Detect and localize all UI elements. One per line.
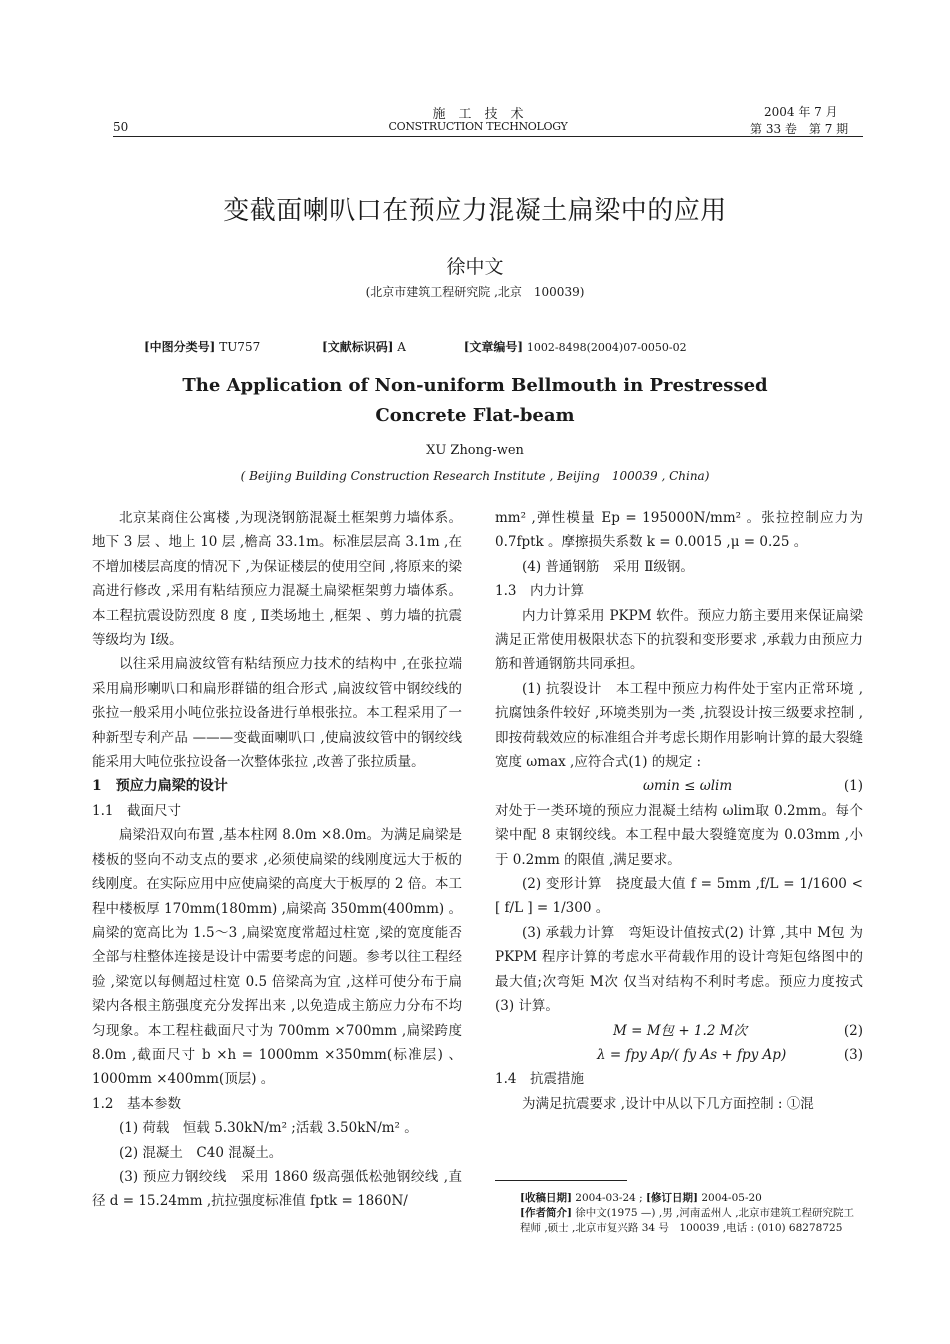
left-paragraph-concrete: (2) 混凝土 C40 混凝土。 <box>119 1144 283 1161</box>
section-heading-1: 1 预应力扁梁的设计 <box>92 778 228 795</box>
equation-1-body: ωmin ≤ ωlim <box>643 778 733 795</box>
clc-value: TU757 <box>219 340 261 354</box>
footnote-rule <box>495 1180 627 1181</box>
right-column <box>495 506 863 1116</box>
left-paragraph-section-size: 扁梁沿双向布置 ,基本柱网 8.0m ×8.0m。为满足扁梁是楼板的竖向不动支点的要求 ,必须使扁梁的线刚度远大于板的线刚度。在实际应用中应使扁梁的高度大于板厚的 2 倍。本工程中楼板厚 170mm(180mm) ,扁梁高 350mm(400mm) 。扁梁的宽高比为 1.5～3 ,扁梁宽度常超过柱宽 ,梁的宽度能否全部与柱整体连接是设计中需要考虑的问题。参考以往工程经验 ,梁宽以每侧超过柱宽 0.5 倍梁高为宜 ,这样可使分布于扁梁内各根主筋强度充分发挥出来 ,以免造成主筋应力分布不均匀现象。本工程柱截面尺寸为 700mm ×700mm ,扁梁跨度 8.0m ,截面尺寸 b ×h = 1000mm ×350mm(标准层) 、1000mm ×400mm(顶层) 。 <box>92 827 462 1088</box>
affiliation-cn: (北京市建筑工程研究院 ,北京 100039) <box>365 285 585 299</box>
left-paragraph-background: 以往采用扁波纹管有粘结预应力技术的结构中 ,在张拉端采用扁形喇叭口和扁形群锚的组合形式 ,扁波纹管中钢绞线的张拉一般采用小吨位张拉设备进行单根张拉。本工程采用了一种新型专利产品 ———变截面喇叭口 ,使扁波纹管中的钢绞线能采用大吨位张拉设备一次整体张拉 ,改善了张拉质量。 <box>92 656 462 771</box>
issue-volume: 第 33 卷 第 7 期 <box>750 122 849 136</box>
footnote-author <box>520 1206 863 1236</box>
issue-date: 2004 年 7 月 <box>764 105 838 119</box>
right-paragraph-crack-limit: 对处于一类环境的预应力混凝土结构 ωlim取 0.2mm。每个梁中配 8 束钢绞线。本工程中最大裂缝宽度为 0.03mm ,小于 0.2mm 的限值 ,满足要求。 <box>495 802 863 868</box>
equation-2-body: M = M包 + 1.2 M次 <box>613 1022 748 1039</box>
subsection-heading-1-1: 1.1 截面尺寸 <box>92 802 181 819</box>
equation-2 <box>495 1019 863 1043</box>
title-cn: 变截面喇叭口在预应力混凝土扁梁中的应用 <box>223 196 727 226</box>
right-paragraph-internal-force: 内力计算采用 PKPM 软件。预应力筋主要用来保证扁梁满足正常使用极限状态下的抗裂和变形要求 ,承载力由预应力筋和普通钢筋共同承担。 <box>495 607 863 673</box>
left-column <box>92 506 462 1214</box>
affiliation-en: ( Beijing Building Construction Research Institute , Beijing 100039 , China) <box>240 469 710 483</box>
page-number: 50 <box>113 120 129 134</box>
title-en-line1: The Application of Non-uniform Bellmouth in Prestressed <box>182 375 768 396</box>
received-date: 2004-03-24 ; <box>575 1192 643 1204</box>
equation-3-number: (3) <box>843 1046 863 1063</box>
author-en: XU Zhong-wen <box>426 443 524 458</box>
author-cn: 徐中文 <box>446 256 504 278</box>
header-rule <box>113 136 863 137</box>
article-value: 1002-8498(2004)07-0050-02 <box>526 341 687 354</box>
right-paragraph-rebar: (4) 普通钢筋 采用 Ⅱ级钢。 <box>522 558 694 575</box>
clc-label: [中图分类号] <box>144 340 216 354</box>
right-paragraph-deflection: (2) 变形计算 挠度最大值 f = 5mm ,f/L = 1/1600 < [ f/L ] = 1/300 。 <box>495 876 863 917</box>
author-bio: 徐中文(1975 —) ,男 ,河南孟州人 ,北京市建筑工程研究院工程师 ,硕士 ,北京市复兴路 34 号 100039 ,电话 : (010) 68278725 <box>520 1207 855 1234</box>
footnote <box>520 1191 863 1236</box>
equation-3-body: λ = fpy Ap/( fy As + fpy Ap) <box>597 1046 787 1063</box>
equation-3 <box>495 1043 863 1067</box>
revised-date: 2004-05-20 <box>701 1192 762 1204</box>
title-en-line2: Concrete Flat-beam <box>375 405 575 426</box>
equation-1 <box>495 774 863 798</box>
subsection-heading-1-3: 1.3 内力计算 <box>495 583 584 600</box>
right-paragraph-strand-cont: mm² ,弹性模量 Ep = 195000N/mm² 。张拉控制应力为 0.7fptk 。摩擦损失系数 k = 0.0015 ,μ = 0.25 。 <box>495 510 863 551</box>
doc-value: A <box>397 340 406 354</box>
classification-line <box>144 338 844 355</box>
right-paragraph-capacity: (3) 承载力计算 弯矩设计值按式(2) 计算 ,其中 M包 为 PKPM 程序计算的考虑水平荷载作用的设计弯矩包络图中的最大值;次弯矩 M次 仅当对结构不利时考虑。预应力度按式(3) 计算。 <box>495 924 863 1015</box>
right-paragraph-seismic: 为满足抗震要求 ,设计中从以下几方面控制 : ①混 <box>522 1095 814 1112</box>
subsection-heading-1-2: 1.2 基本参数 <box>92 1095 181 1112</box>
received-label: [收稿日期] <box>520 1192 572 1204</box>
journal-name-en: CONSTRUCTION TECHNOLOGY <box>388 120 568 133</box>
equation-2-number: (2) <box>843 1022 863 1039</box>
left-paragraph-intro: 北京某商住公寓楼 ,为现浇钢筋混凝土框架剪力墙体系。地下 3 层 、地上 10 层 ,檐高 33.1m。标准层层高 3.1m ,在不增加楼层高度的情况下 ,为保证楼层的使用空间 ,将原来的梁高进行修改 ,采用有粘结预应力混凝土扁梁框架剪力墙体系。本工程抗震设防烈度 8 度 , Ⅱ类场地土 ,框架 、剪力墙的抗震等级均为 Ⅰ级。 <box>92 510 462 649</box>
subsection-heading-1-4: 1.4 抗震措施 <box>495 1071 584 1088</box>
left-paragraph-strand: (3) 预应力钢绞线 采用 1860 级高强低松弛钢绞线 ,直径 d = 15.24mm ,抗拉强度标准值 fptk = 1860N/ <box>92 1168 462 1210</box>
right-paragraph-crack-design: (1) 抗裂设计 本工程中预应力构件处于室内正常环境 ,抗腐蚀条件较好 ,环境类别为一类 ,抗裂设计按三级要求控制 ,即按荷载效应的标准组合并考虑长期作用影响计算的最大裂缝宽度 ωmax ,应符合式(1) 的规定 : <box>495 680 863 771</box>
article-label: [文章编号] <box>463 340 524 354</box>
equation-1-number: (1) <box>843 778 863 795</box>
footnote-dates <box>520 1191 863 1206</box>
doc-label: [文献标识码] <box>322 340 394 354</box>
journal-name-cn: 施 工 技 术 <box>432 107 524 122</box>
left-paragraph-load: (1) 荷载 恒载 5.30kN/m² ;活载 3.50kN/m² 。 <box>119 1120 418 1137</box>
author-bio-label: [作者简介] <box>520 1207 572 1219</box>
revised-label: [修订日期] <box>646 1192 698 1204</box>
